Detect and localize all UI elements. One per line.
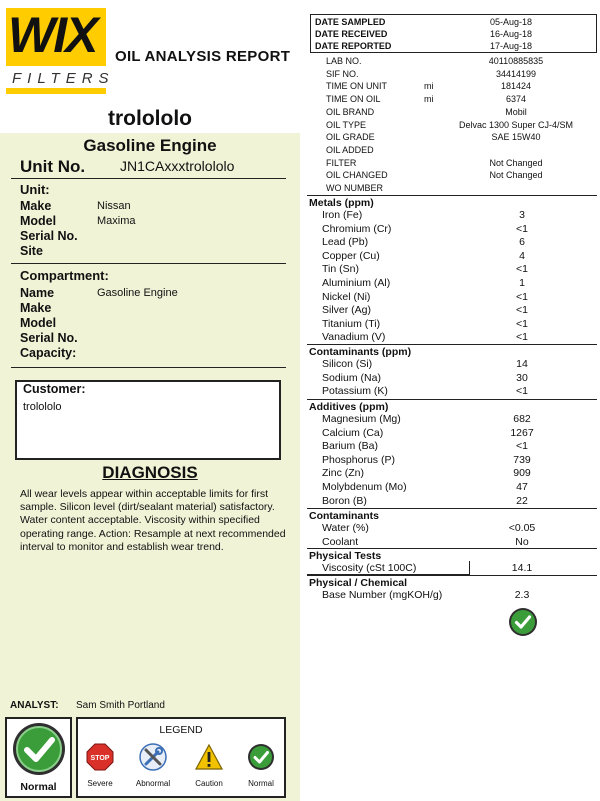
result-label: Viscosity (cSt 100C) [322,562,417,574]
compartment-field-label: Model [20,316,57,330]
analyst-value: Sam Smith Portland [76,700,165,711]
info-value: Mobil [505,106,527,117]
group-title: Contaminants [309,510,380,522]
result-value: 47 [516,481,528,493]
normal-check-icon [11,721,67,777]
info-label: LAB NO. [326,56,362,66]
result-value: <1 [516,290,528,303]
group-divider [307,344,597,345]
unit-field-label: Serial No. [20,229,78,243]
info-label: OIL TYPE [326,119,367,130]
result-value: 30 [516,371,528,384]
result-value: <1 [516,317,528,330]
date-label: DATE RECEIVED [315,29,388,39]
result-value: <1 [516,440,528,453]
unit-field-label: Model [20,214,57,228]
group-title: Contaminants (ppm) [309,346,412,358]
wix-filters-logo [6,7,115,96]
status-box [5,717,72,798]
info-value: 6374 [505,94,527,105]
result-value: 14.1 [511,562,533,574]
unit-field-value: Nissan [97,200,131,212]
result-value: <1 [516,222,528,235]
unit-no-label: Unit No. [20,157,86,176]
result-label: Nickel (Ni) [322,290,371,303]
result-value: <1 [516,331,528,344]
analyst-label: ANALYST: [10,700,59,711]
tools-icon [139,743,167,771]
date-value: 17-Aug-18 [489,41,533,51]
date-label: DATE REPORTED [315,41,392,51]
legend-box [76,717,286,798]
legend-label: Caution [195,779,223,788]
result-label: Copper (Cu) [322,249,380,262]
diagnosis-text: All wear levels appear within acceptable limits for first sample. Silicon level (dirt/sealant material) satisfactory. Water content acceptable. Viscosity within specified operating range. Action: Resample at next recommended interval to monitor and establish wear trend. [20,488,286,553]
info-value: SAE 15W40 [491,132,541,143]
result-label: Silver (Ag) [322,304,372,317]
result-label: Coolant [322,535,359,548]
result-label: Water (%) [322,522,369,534]
result-label: Lead (Pb) [322,236,369,249]
legend-item-severe [75,743,125,788]
unit-field-label: Make [20,199,52,213]
info-label: OIL BRAND [326,106,375,117]
result-label: Aluminium (Al) [322,277,391,289]
result-label: Titanium (Ti) [322,317,381,330]
group-divider [307,399,597,400]
logo-subtext: FILTERS [12,70,115,87]
customer-value: trolololo [23,401,62,413]
info-value: Not Changed [489,170,543,181]
compartment-field-label: Serial No. [20,331,78,345]
result-label: Magnesium (Mg) [322,413,401,425]
unit-no-value: JN1CAxxxtrolololo [120,158,235,174]
group-divider [307,548,597,549]
info-value: 181424 [500,81,532,92]
result-value: <1 [516,304,528,317]
status-label: Normal [20,781,57,793]
result-value: 3 [519,209,525,221]
result-label: Tin (Sn) [322,263,359,276]
result-value: 1267 [510,426,534,439]
customer-title: Customer: [23,382,86,396]
group-title: Physical Tests [309,550,382,562]
result-check-icon [508,607,538,637]
info-label: TIME ON OIL [326,94,381,105]
result-label: Potassium (K) [322,385,388,398]
group-divider [307,508,597,509]
divider [11,263,286,264]
result-label: Zinc (Zn) [322,467,364,480]
divider [11,178,286,179]
result-label: Iron (Fe) [322,209,363,221]
info-label: WO NUMBER [326,183,383,193]
result-label: Molybdenum (Mo) [322,481,407,493]
result-label: Base Number (mgKOH/g) [322,589,443,601]
check-icon [247,743,275,771]
group-title: Physical / Chemical [309,577,408,589]
legend-item-abnormal [128,743,178,788]
result-value: <0.05 [508,522,536,534]
result-value: 682 [513,413,531,425]
result-value: <1 [516,385,528,398]
date-value: 05-Aug-18 [489,17,533,27]
result-value: <1 [516,263,528,276]
legend-item-normal [236,743,286,788]
result-label: Silicon (Si) [322,358,373,370]
customer-box [15,380,281,460]
date-value: 16-Aug-18 [489,29,533,39]
result-label: Boron (B) [322,494,367,507]
result-value: No [515,535,529,548]
divider [11,367,286,368]
result-label: Calcium (Ca) [322,426,384,439]
info-label: SIF NO. [326,68,359,79]
legend-label: Abnormal [135,779,171,788]
compartment-field-label: Capacity: [20,346,77,360]
logo-text: WIX [8,7,97,63]
info-value: Delvac 1300 Super CJ-4/SM [458,119,574,130]
dates-box [310,14,597,53]
warning-icon [195,743,223,771]
result-label: Barium (Ba) [322,440,379,453]
info-label: TIME ON UNIT [326,81,387,92]
result-value: 739 [513,453,531,466]
report-title: OIL ANALYSIS REPORT [115,48,291,65]
info-label: OIL CHANGED [326,170,388,181]
info-unit: mi [424,81,434,92]
compartment-field-label: Make [20,301,52,315]
group-divider [307,575,597,576]
result-value: 4 [519,249,525,262]
logo-underline [6,88,106,94]
result-label: Sodium (Na) [322,371,381,384]
result-label: Chromium (Cr) [322,222,392,235]
unit-section-title: Unit: [20,182,50,197]
svg-text:STOP: STOP [90,755,110,762]
info-unit: mi [424,94,434,105]
compartment-section-title: Compartment: [20,268,109,283]
info-label: OIL GRADE [326,132,375,143]
result-value: 22 [516,494,528,507]
result-label: Phosphorus (P) [322,453,395,466]
unit-field-value: Maxima [97,215,136,227]
legend-item-caution [184,743,234,788]
result-value: 909 [513,467,531,480]
result-value: 6 [519,236,525,249]
group-title: Metals (ppm) [309,197,374,209]
wix-logo-block [6,8,106,66]
date-label: DATE SAMPLED [315,17,386,27]
legend-label: Normal [248,779,274,788]
stop-icon [86,743,114,771]
result-value: 14 [516,358,528,370]
legend-label: Severe [87,779,113,788]
machine-name: trolololo [108,107,192,130]
info-value: 34414199 [495,68,537,79]
viscosity-box [307,561,470,575]
compartment-field-label: Name [20,286,55,300]
info-label: FILTER [326,157,357,168]
info-value: 40110885835 [488,56,544,66]
legend-title: LEGEND [159,724,203,736]
unit-field-label: Site [20,244,43,258]
result-value: 2.3 [514,589,530,601]
result-value: 1 [519,277,525,289]
group-divider [307,195,597,196]
engine-header: Gasoline Engine [83,136,217,155]
diagnosis-title: DIAGNOSIS [102,463,198,482]
info-value: Not Changed [489,157,543,168]
info-label: OIL ADDED [326,144,374,155]
group-title: Additives (ppm) [309,401,389,413]
compartment-field-value: Gasoline Engine [97,287,178,299]
result-label: Vanadium (V) [322,331,386,344]
